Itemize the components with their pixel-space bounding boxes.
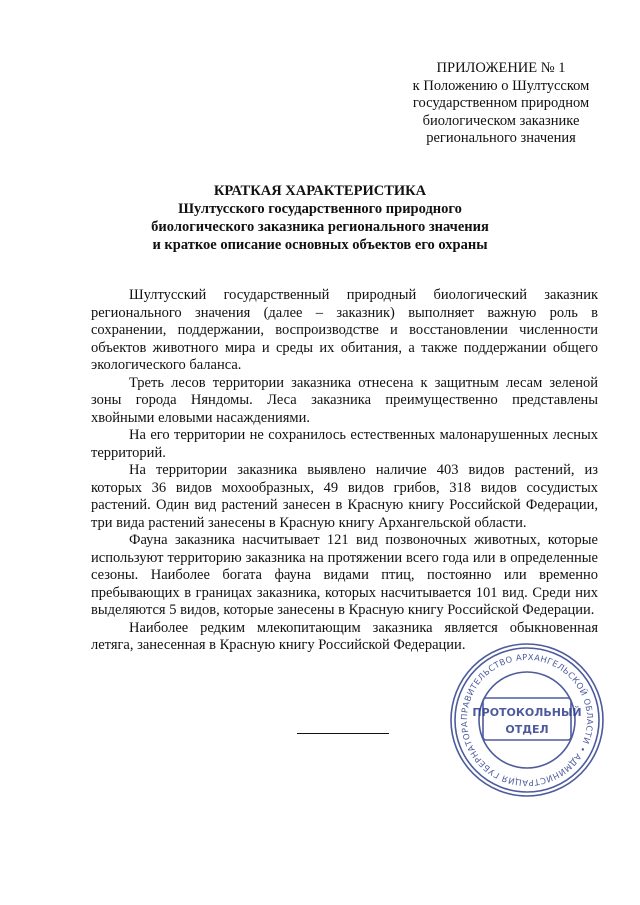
appendix-line-5: регионального значения xyxy=(426,130,576,146)
appendix-line-4: биологическом заказнике xyxy=(422,112,580,129)
heading-line-1: КРАТКАЯ ХАРАКТЕРИСТИКА xyxy=(213,183,427,199)
stamp-middle-ring xyxy=(455,648,599,792)
appendix-line-2: к Положению о Шултусском xyxy=(412,77,590,94)
document-body xyxy=(91,287,598,655)
paragraph-6: Наиболее редким млекопитающим заказника является обыкновенная летяга, занесенная в Красную книгу Российской Федерации. xyxy=(91,619,598,653)
stamp-inner-ring xyxy=(479,672,575,768)
paragraph-1: Шултусский государственный природный биологический заказник регионального значения (далее – заказник) выполняет важную роль в сохранении, поддержании, воспроизводстве и восстановлении численности объектов животного мира и среды их обитания, а также поддержании общего экологического баланса. xyxy=(91,287,598,373)
appendix-line-3: государственном природном xyxy=(412,95,590,111)
appendix-line-1: ПРИЛОЖЕНИЕ № 1 xyxy=(436,60,566,76)
stamp-center-line-2: ОТДЕЛ xyxy=(505,723,549,736)
closing-divider xyxy=(297,733,389,734)
paragraph-2: Треть лесов территории заказника отнесена к защитным лесам зеленой зоны города Няндомы. Леса заказника преимущественно представлены хвойными еловыми насаждениями. xyxy=(91,374,598,426)
stamp-ring-text: ПРАВИТЕЛЬСТВО АРХАНГЕЛЬСКОЙ ОБЛАСТИ • АДМИНИСТРАЦИЯ ГУБЕРНАТОРА xyxy=(458,651,596,789)
heading-line-3: биологического заказника регионального значения xyxy=(151,219,489,235)
heading-line-4: и краткое описание основных объектов его охраны xyxy=(152,237,488,253)
appendix-block xyxy=(392,60,610,148)
stamp-outer-ring xyxy=(451,644,603,796)
stamp-seal-icon xyxy=(447,640,607,800)
document-heading xyxy=(90,182,550,254)
paragraph-5: Фауна заказника насчитывает 121 вид позвоночных животных, которые используют территорию заказника на протяжении всего года или в определенные сезоны. Наиболее богата фауна видами птиц, постоянно или временно пребывающих в границах заказника, которых насчитывается 101 вид. Среди них выделяются 5 видов, которые занесены в Красную книгу Российской Федерации. xyxy=(91,532,598,618)
paragraph-4: На территории заказника выявлено наличие 403 видов растений, из которых 36 видов мохообразных, 49 видов грибов, 318 видов сосудистых растений. Один вид растений занесен в Красную книгу Российской Федерации, три вида растений занесены в Красную книгу Архангельской области. xyxy=(91,462,598,531)
official-stamp xyxy=(447,640,607,800)
paragraph-3: На его территории не сохранилось естественных малонарушенных лесных территорий. xyxy=(91,427,598,461)
stamp-center-line-1: ПРОТОКОЛЬНЫЙ xyxy=(472,706,582,719)
heading-line-2: Шултусского государственного природного xyxy=(178,201,462,217)
